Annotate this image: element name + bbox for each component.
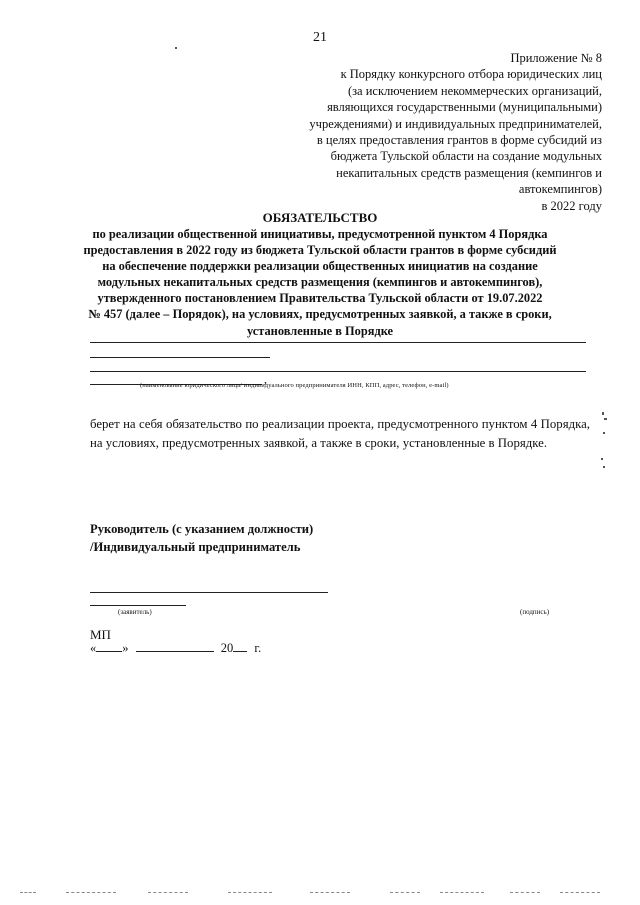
appendix-line: в 2022 году — [541, 198, 602, 213]
year-prefix: 20 — [220, 641, 234, 655]
year-field[interactable] — [233, 639, 247, 652]
date-row — [90, 639, 261, 656]
signature-line[interactable] — [90, 592, 328, 593]
scan-artifact — [602, 412, 604, 415]
scan-artifact — [228, 892, 272, 893]
subtitle-line: на обеспечение поддержки реализации общественных инициатив на создание — [102, 259, 538, 274]
appendix-line: некапитальных средств размещения (кемпингов и — [336, 165, 602, 180]
fill-line[interactable] — [90, 357, 270, 358]
stamp-label: МП — [90, 627, 111, 642]
subtitle-line: установленные в Порядке — [246, 323, 394, 338]
fill-caption: (наименование юридического лица/ индивидуального предпринимателя ИНН, КПП, адрес, телефон, e-mail) — [140, 382, 449, 389]
appendix-line: автокемпингов) — [518, 182, 602, 197]
scan-artifact — [604, 418, 607, 420]
appendix-line: к Порядку конкурсного отбора юридических лиц — [340, 67, 602, 82]
document-title: ОБЯЗАТЕЛЬСТВО — [262, 210, 378, 225]
month-field[interactable] — [136, 639, 214, 652]
body-paragraph: берет на себя обязательство по реализации проекта, предусмотренного пунктом 4 Порядка, на условиях, предусмотренных заявкой, а также в сроки, установленные в Порядке. — [90, 417, 590, 450]
scan-artifact — [560, 892, 600, 893]
applicant-line[interactable] — [90, 605, 186, 606]
appendix-title: Приложение № 8 — [510, 51, 602, 65]
day-field[interactable] — [96, 639, 122, 652]
year-suffix: г. — [254, 641, 262, 655]
appendix-block — [262, 50, 602, 214]
appendix-line: в целях предоставления грантов в форме субсидий из — [316, 133, 602, 148]
scan-artifact — [390, 892, 420, 893]
sign-caption: (подпись) — [520, 608, 550, 616]
applicant-caption: (заявитель) — [118, 608, 152, 616]
appendix-line: учреждениями) и индивидуальных предпринимателей, — [309, 116, 602, 131]
date-open-quote: « — [90, 641, 97, 655]
scan-artifact — [603, 432, 605, 434]
scan-artifact — [510, 892, 540, 893]
scan-artifact — [310, 892, 350, 893]
scan-artifact — [20, 892, 36, 893]
scan-artifact — [175, 47, 177, 49]
appendix-line: являющихся государственными (муниципальными) — [327, 100, 602, 115]
scan-artifact — [603, 466, 605, 468]
subtitle-line: № 457 (далее – Порядок), на условиях, предусмотренных заявкой, а также в сроки, — [88, 307, 552, 322]
subtitle-line: модульных некапитальных средств размещения (кемпингов и автокемпингов), — [97, 275, 543, 290]
scan-artifact — [601, 458, 603, 460]
signatory-block — [90, 520, 313, 556]
subtitle-line: утвержденного постановлением Правительства Тульской области от 19.07.2022 — [97, 291, 543, 306]
fill-comma: , — [264, 372, 267, 386]
scan-artifact — [440, 892, 484, 893]
appendix-line: бюджета Тульской области на создание модульных — [330, 149, 602, 164]
date-close-quote: » — [122, 641, 129, 655]
subtitle-line: предоставления в 2022 году из бюджета Тульской области грантов в форме субсидий — [83, 243, 557, 258]
appendix-line: (за исключением некоммерческих организаций, — [347, 83, 602, 98]
page-number: 21 — [313, 30, 327, 45]
signatory-line: /Индивидуальный предприниматель — [90, 540, 301, 554]
document-subtitle — [70, 226, 570, 339]
scan-artifact — [148, 892, 188, 893]
fill-line[interactable] — [90, 342, 586, 343]
scan-artifact — [66, 892, 116, 893]
subtitle-line: по реализации общественной инициативы, предусмотренной пунктом 4 Порядка — [92, 227, 548, 241]
signatory-line: Руководитель (с указанием должности) — [90, 522, 314, 536]
fill-line[interactable] — [90, 371, 586, 372]
